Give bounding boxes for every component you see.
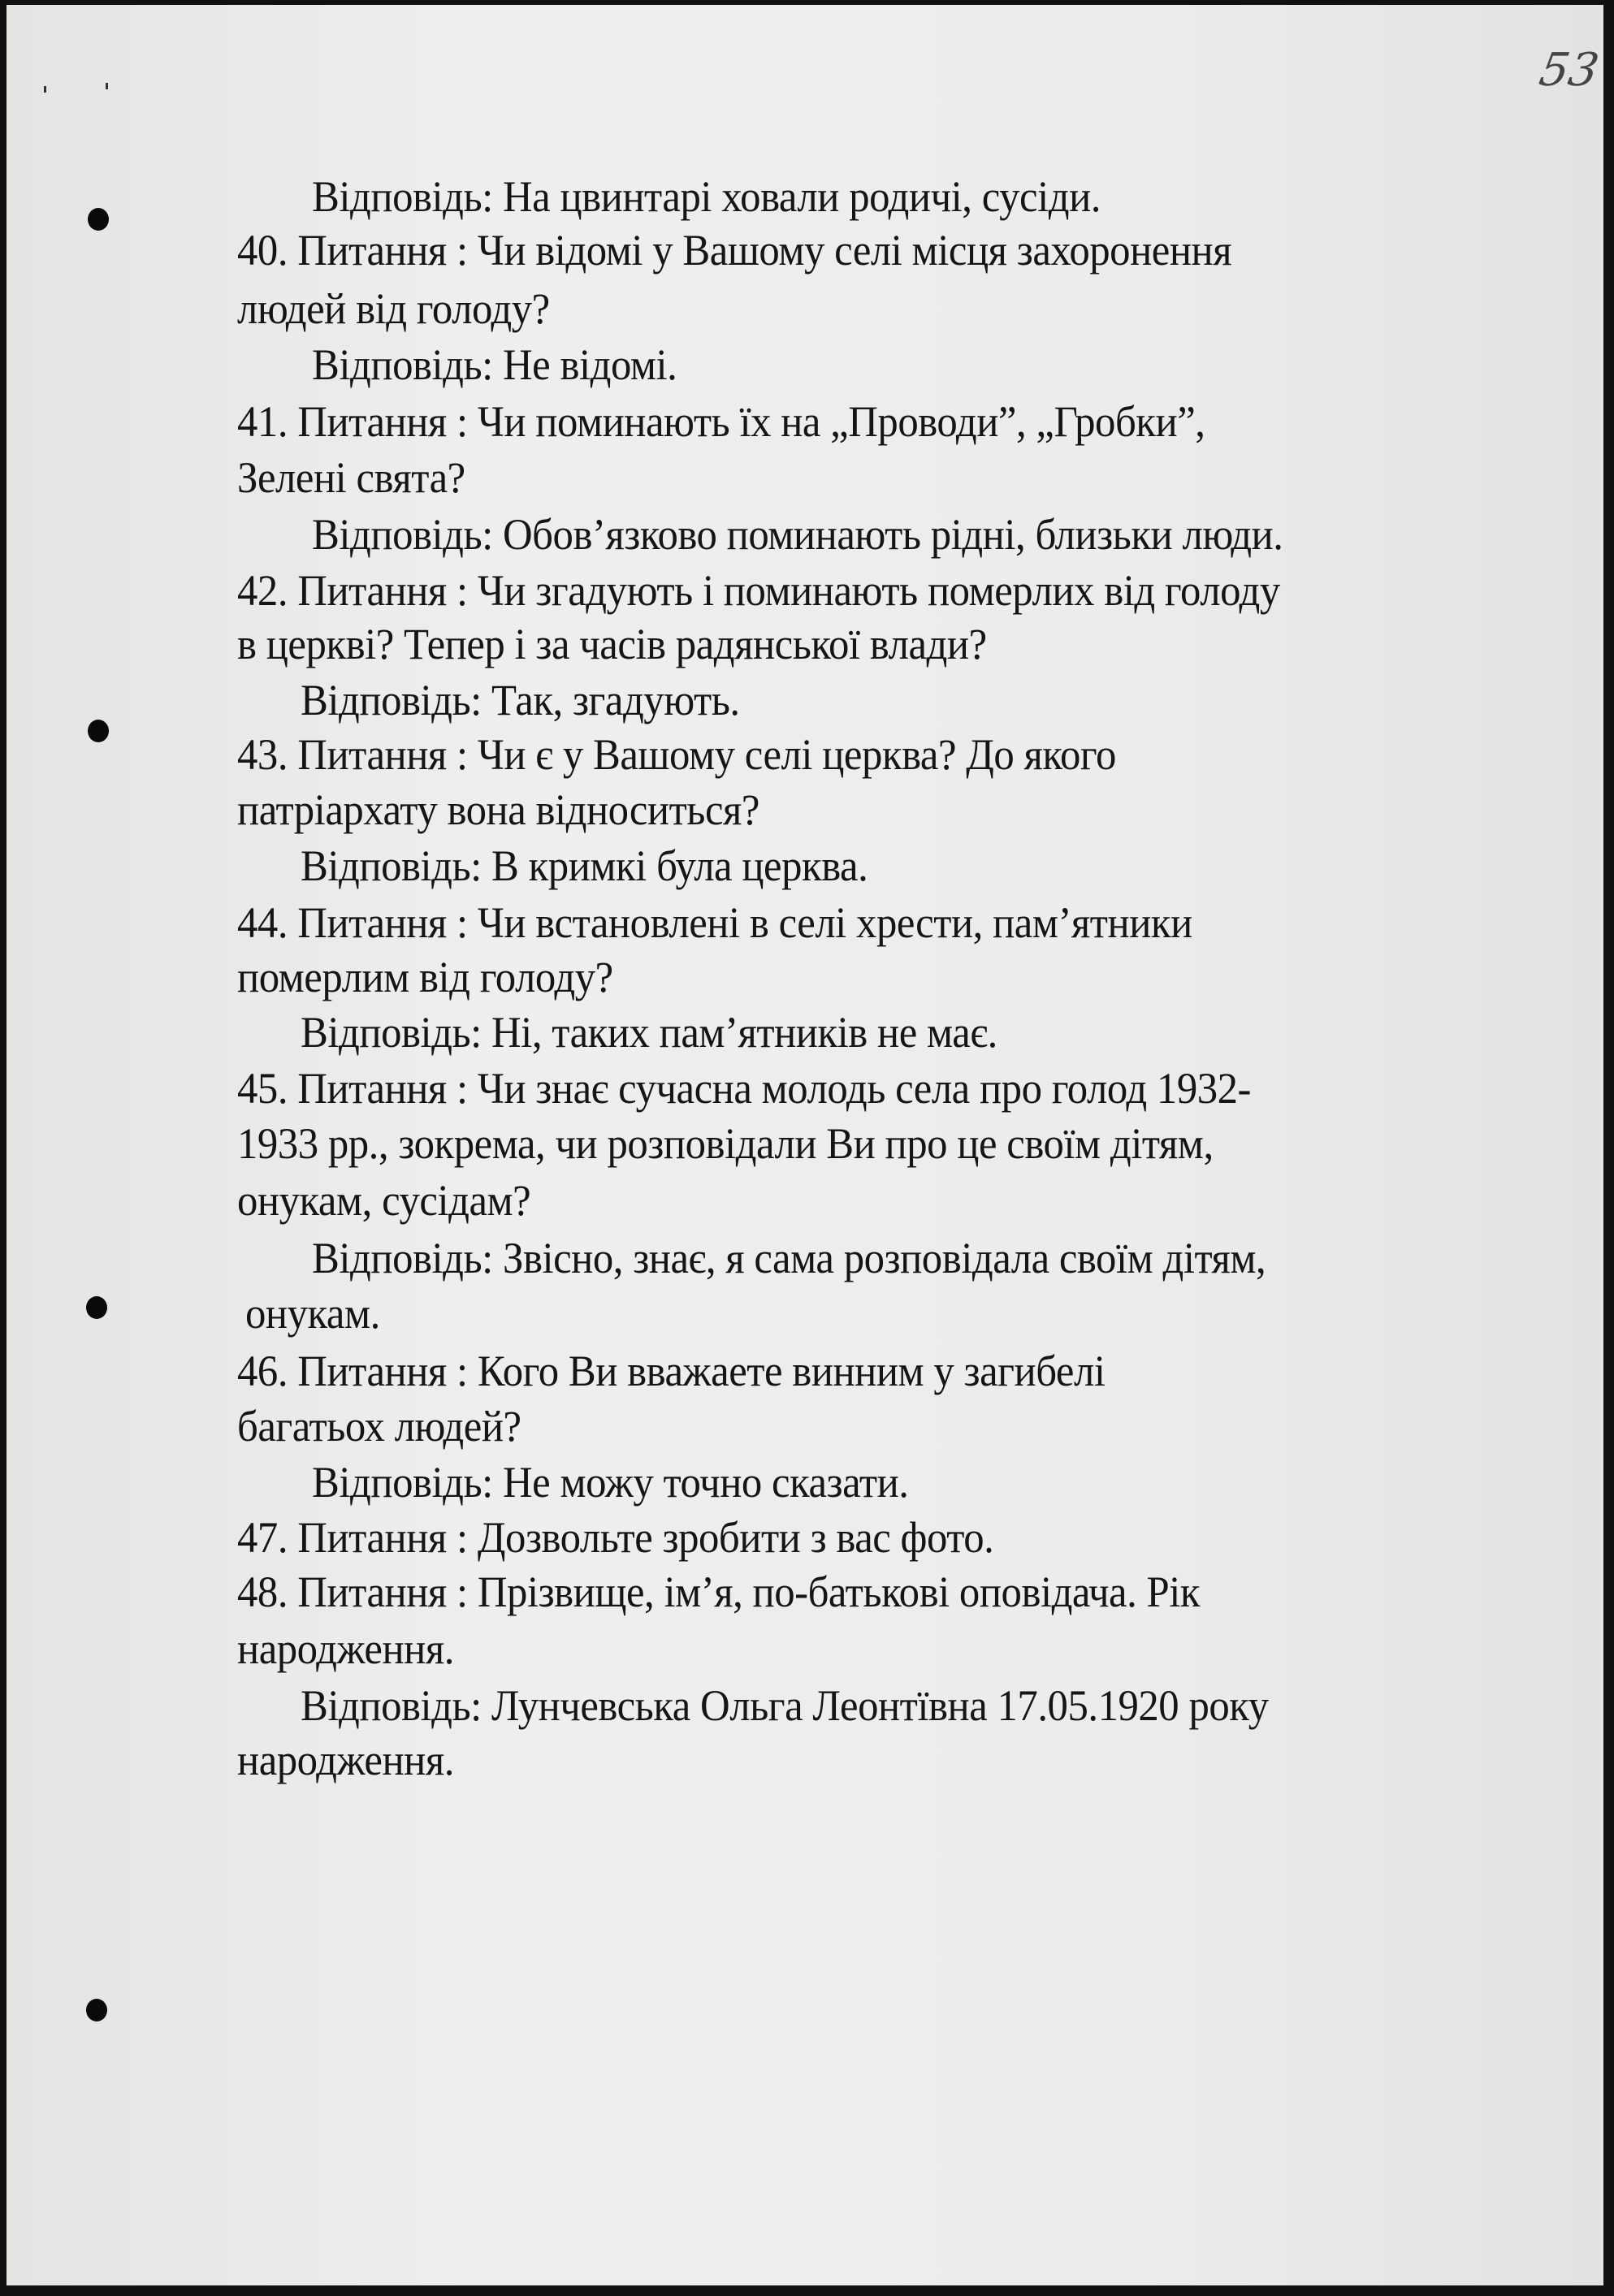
handwritten-page-number: 53 (1535, 44, 1603, 97)
answer-line: Відповідь: Не можу точно сказати. (312, 1458, 909, 1507)
text-line: народження. (237, 1624, 454, 1673)
question-line: 47. Питання : Дозвольте зробити з вас фото. (237, 1513, 994, 1562)
punch-hole (88, 720, 109, 742)
answer-line: Відповідь: Ні, таких пам’ятників не має. (301, 1008, 997, 1057)
document-page (6, 5, 1603, 2285)
scan-speck (106, 83, 108, 89)
text-line: багатьох людей? (237, 1402, 521, 1451)
question-line: 45. Питання : Чи знає сучасна молодь села про голод 1932- (237, 1064, 1251, 1113)
answer-line: Відповідь: Так, згадують. (301, 676, 740, 724)
text-line: Зелені свята? (237, 453, 465, 502)
punch-hole (86, 1999, 107, 2021)
question-line: 48. Питання : Прізвище, ім’я, по-батькові оповідача. Рік (237, 1567, 1201, 1616)
answer-line: Відповідь: На цвинтарі ховали родичі, сусіди. (312, 172, 1101, 221)
text-line: людей від голоду? (237, 284, 550, 333)
text-line: патріархату вона відноситься? (237, 785, 759, 834)
question-line: 41. Питання : Чи поминають їх на „Проводи”, „Гробки”, (237, 397, 1205, 446)
scan-speck (44, 86, 46, 93)
text-line: померлим від голоду? (237, 953, 613, 1001)
answer-line: Відповідь: В кримкі була церква. (301, 841, 868, 890)
text-line: народження. (237, 1736, 454, 1784)
text-line: онукам. (245, 1289, 380, 1338)
answer-line: Відповідь: Звісно, знає, я сама розповідала своїм дітям, (312, 1234, 1266, 1282)
question-line: 44. Питання : Чи встановлені в селі хрести, пам’ятники (237, 898, 1192, 947)
question-line: 43. Питання : Чи є у Вашому селі церква? До якого (237, 730, 1116, 779)
question-line: 1933 рр., зокрема, чи розповідали Ви про це своїм дітям, (237, 1119, 1214, 1168)
question-line: 42. Питання : Чи згадують і поминають померлих від голоду (237, 566, 1280, 615)
answer-line: Відповідь: Лунчевська Ольга Леонтївна 17.05.1920 року (301, 1681, 1269, 1730)
text-line: в церкві? Тепер і за часів радянської влади? (237, 620, 987, 668)
punch-hole (88, 208, 109, 231)
punch-hole (86, 1296, 107, 1319)
question-line: 46. Питання : Кого Ви вважаете винним у загибелі (237, 1347, 1106, 1395)
answer-line: Відповідь: Обов’язково поминають рідні, близьки люди. (312, 510, 1283, 559)
answer-line: Відповідь: Не відомі. (312, 340, 677, 389)
question-line: 40. Питання : Чи відомі у Вашому селі місця захоронення (237, 226, 1232, 275)
text-line: онукам, сусідам? (237, 1176, 531, 1225)
